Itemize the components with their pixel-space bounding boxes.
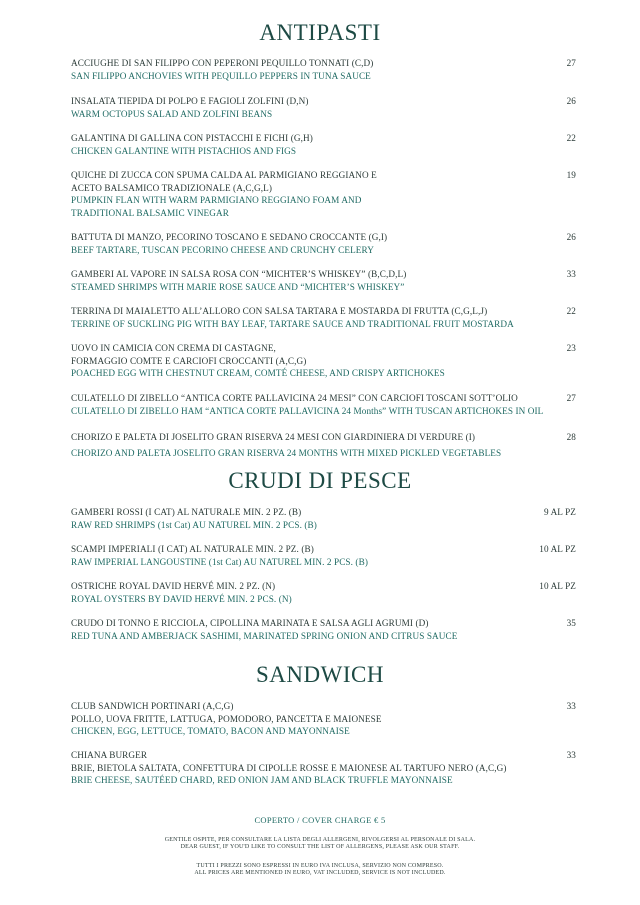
item-price: 28 [566, 432, 576, 442]
item-name-it: POLLO, UOVA FRITTE, LATTUGA, POMODORO, PANCETTA E MAIONESE [71, 713, 382, 724]
item-name-it: CHIANA BURGER [71, 750, 148, 760]
item-price: 22 [566, 306, 576, 316]
item-price: 10 AL PZ [539, 544, 576, 554]
item-price: 26 [566, 96, 576, 106]
item-name-en: CULATELLO DI ZIBELLO HAM “ANTICA CORTE PALLAVICINA 24 Months” WITH TUSCAN ARTICHOKES IN OIL [71, 405, 544, 416]
item-name-en: ROYAL OYSTERS BY DAVID HERVÉ MIN. 2 PCS. (N) [71, 593, 292, 604]
menu-item [71, 580, 576, 605]
menu-item [71, 543, 576, 568]
item-name-it: OSTRICHE ROYAL DAVID HERVÉ MIN. 2 PZ. (N) [71, 581, 276, 591]
item-name-it: FORMAGGIO COMTE E CARCIOFI CROCCANTI (A,C,G) [71, 355, 307, 366]
item-price: 9 AL PZ [543, 507, 576, 517]
item-name-it: GALANTINA DI GALLINA CON PISTACCHI E FICHI (G,H) [71, 133, 313, 143]
menu-item [71, 506, 576, 531]
item-price: 10 AL PZ [539, 581, 576, 591]
item-name-en: RAW RED SHRIMPS (1st Cat) AU NATUREL MIN. 2 PCS. (B) [71, 519, 317, 530]
section-title-sandwich: SANDWICH [256, 662, 384, 687]
item-name-it: UOVO IN CAMICIA CON CREMA DI CASTAGNE, [71, 343, 276, 353]
item-price: 19 [566, 170, 576, 180]
menu-item [71, 95, 576, 120]
item-name-en: TRADITIONAL BALSAMIC VINEGAR [71, 207, 229, 218]
item-name-en: SAN FILIPPO ANCHOVIES WITH PEQUILLO PEPPERS IN TUNA SAUCE [71, 70, 371, 81]
menu-item [71, 749, 576, 787]
section-title-antipasti: ANTIPASTI [259, 20, 381, 45]
item-name-en: CHICKEN, EGG, LETTUCE, TOMATO, BACON AND MAYONNAISE [71, 726, 350, 736]
item-name-en: STEAMED SHRIMPS WITH MARIE ROSE SAUCE AND “MICHTER’S WHISKEY” [71, 281, 405, 292]
item-name-it: GAMBERI AL VAPORE IN SALSA ROSA CON “MICHTER’S WHISKEY” (B,C,D,L) [71, 269, 407, 279]
menu-item [71, 268, 576, 293]
item-name-en: CHORIZO AND PALETA JOSELITO GRAN RISERVA 24 MONTHS WITH MIXED PICKLED VEGETABLES [71, 448, 502, 458]
item-name-en: POACHED EGG WITH CHESTNUT CREAM, COMTÉ CHEESE, AND CRISPY ARTICHOKES [71, 368, 445, 378]
item-price: 23 [566, 343, 576, 353]
item-name-en: RED TUNA AND AMBERJACK SASHIMI, MARINATED SPRING ONION AND CITRUS SAUCE [71, 630, 458, 641]
item-name-it: CULATELLO DI ZIBELLO “ANTICA CORTE PALLAVICINA 24 MESI” CON CARCIOFI TOSCANI SOTT’OLIO [71, 393, 518, 403]
menu-item [71, 617, 576, 642]
item-name-en: PUMPKIN FLAN WITH WARM PARMIGIANO REGGIANO FOAM AND [71, 195, 362, 205]
menu-item [71, 429, 576, 461]
item-name-it: CHORIZO E PALETA DI JOSELITO GRAN RISERVA 24 MESI CON GIARDINIERA DI VERDURE (I) [71, 432, 476, 442]
menu-item [71, 342, 576, 380]
item-price: 26 [566, 232, 576, 242]
item-price: 33 [566, 269, 576, 279]
item-name-it: GAMBERI ROSSI (I CAT) AL NATURALE MIN. 2 PZ. (B) [71, 507, 302, 517]
item-price: 33 [566, 750, 576, 760]
item-name-en: RAW IMPERIAL LANGOUSTINE (1st Cat) AU NATUREL MIN. 2 PCS. (B) [71, 556, 368, 567]
item-name-it: SCAMPI IMPERIALI (I CAT) AL NATURALE MIN. 2 PZ. (B) [71, 544, 314, 554]
menu-item [71, 392, 576, 417]
cover-charge: COPERTO / COVER CHARGE € 5 [254, 815, 386, 825]
item-name-en: CHICKEN GALANTINE WITH PISTACHIOS AND FIGS [71, 145, 297, 156]
allergen-note-en: DEAR GUEST, IF YOU'D LIKE TO CONSULT THE LIST OF ALLERGENS, PLEASE ASK OUR STAFF. [180, 844, 460, 850]
item-price: 33 [566, 701, 576, 711]
item-name-it: INSALATA TIEPIDA DI POLPO E FAGIOLI ZOLFINI (D,N) [71, 96, 309, 106]
prices-note-it: TUTTI I PREZZI SONO ESPRESSI IN EURO IVA INCLUSA, SERVIZIO NON COMPRESO. [196, 863, 444, 869]
menu-item [71, 132, 576, 157]
menu-item [71, 231, 576, 256]
section-title-crudi: CRUDI DI PESCE [228, 468, 412, 493]
item-name-it: ACCIUGHE DI SAN FILIPPO CON PEPERONI PEQUILLO TONNATI (C,D) [71, 58, 374, 68]
menu-item [71, 57, 576, 82]
menu-item [71, 700, 576, 738]
item-name-it: CRUDO DI TONNO E RICCIOLA, CIPOLLINA MARINATA E SALSA AGLI AGRUMI (D) [71, 618, 429, 628]
prices-note-en: ALL PRICES ARE MENTIONED IN EURO, VAT INCLUDED, SERVICE IS NOT INCLUDED. [194, 870, 446, 876]
item-name-it: ACETO BALSAMICO TRADIZIONALE (A,C,G,L) [71, 182, 272, 193]
item-price: 27 [566, 58, 576, 68]
item-name-it: QUICHE DI ZUCCA CON SPUMA CALDA AL PARMIGIANO REGGIANO E [71, 170, 377, 180]
item-price: 35 [566, 618, 576, 628]
item-price: 27 [566, 393, 576, 403]
menu-item [71, 305, 576, 330]
item-name-it: BRIE, BIETOLA SALTATA, CONFETTURA DI CIPOLLE ROSSE E MAIONESE AL TARTUFO NERO (A,C,G) [71, 762, 507, 773]
allergen-note-it: GENTILE OSPITE, PER CONSULTARE LA LISTA DEGLI ALLERGENI, RIVOLGERSI AL PERSONALE DI SALA. [164, 837, 476, 843]
item-name-en: WARM OCTOPUS SALAD AND ZOLFINI BEANS [71, 108, 273, 119]
item-name-en: TERRINE OF SUCKLING PIG WITH BAY LEAF, TARTARE SAUCE AND TRADITIONAL FRUIT MOSTARDA [71, 318, 514, 329]
item-name-it: TERRINA DI MAIALETTO ALL’ALLORO CON SALSA TARTARA E MOSTARDA DI FRUTTA (C,G,L,J) [71, 306, 488, 316]
menu-item [71, 169, 576, 219]
item-price: 22 [566, 133, 576, 143]
item-name-it: CLUB SANDWICH PORTINARI (A,C,G) [71, 701, 234, 711]
item-name-it: BATTUTA DI MANZO, PECORINO TOSCANO E SEDANO CROCCANTE (G,I) [71, 232, 388, 242]
item-name-en: BEEF TARTARE, TUSCAN PECORINO CHEESE AND CRUNCHY CELERY [71, 244, 374, 255]
item-name-en: BRIE CHEESE, SAUTÉED CHARD, RED ONION JAM AND BLACK TRUFFLE MAYONNAISE [71, 775, 453, 785]
